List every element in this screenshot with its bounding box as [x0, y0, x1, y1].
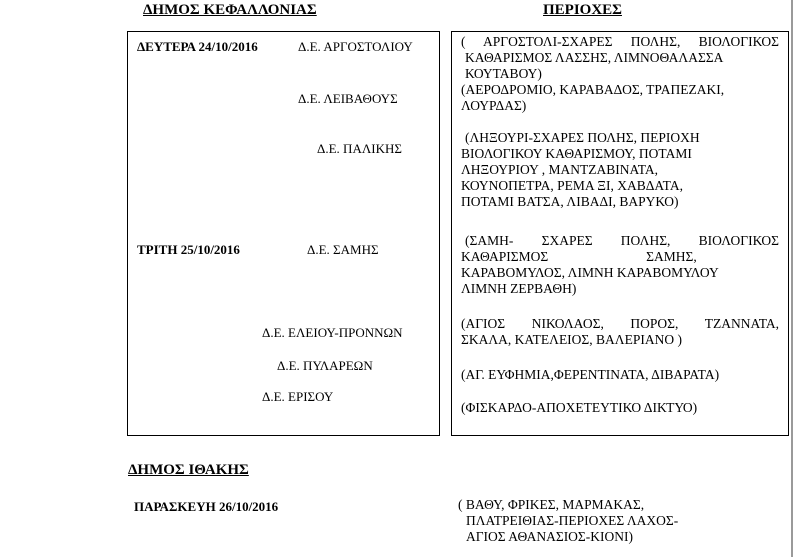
unit-leivathos: Δ.Ε. ΛΕΙΒΑΘΟΥΣ — [298, 91, 398, 106]
areas-sami-line: ΛΙΜΝΗ ΖΕΡΒΑΘΗ) — [461, 281, 577, 296]
areas-paliki — [461, 130, 779, 210]
areas-argostoli-line: ΚΑΘΑΡΙΣΜΟΣ ΛΑΣΣΗΣ, ΛΙΜΝΟΘΑΛΑΣΣΑ — [465, 50, 724, 65]
areas-leivathos — [461, 82, 779, 114]
unit-eleios-pronnoi: Δ.Ε. ΕΛΕΙΟΥ-ΠΡΟΝΝΩΝ — [262, 325, 403, 340]
areas-erisos: (ΦΙΣΚΑΡΔΟ-ΑΠΟΧΕΤΕΥΤΙΚΟ ΔΙΚΤΥΟ) — [461, 400, 698, 415]
areas-eleios-line: (ΑΓΙΟΣ ΝΙΚΟΛΑΟΣ, ΠΟΡΟΣ, ΤΖΑΝΝΑΤΑ, — [461, 316, 779, 331]
areas-argostoli-line: ΚΟΥΤΑΒΟΥ) — [465, 66, 542, 81]
areas-paliki-line: ΒΙΟΛΟΓΙΚΟΥ ΚΑΘΑΡΙΣΜΟΥ, ΠΟΤΑΜΙ — [461, 146, 692, 161]
areas-ithaca — [458, 497, 708, 545]
unit-erisos: Δ.Ε. ΕΡΙΣΟΥ — [262, 389, 334, 404]
areas-ithaca-line: ΑΓΙΟΣ ΑΘΑΝΑΣΙΟΣ-ΚΙΟΝΙ) — [466, 529, 634, 544]
day-tuesday: ΤΡΙΤΗ 25/10/2016 — [137, 242, 240, 257]
areas-eleios — [461, 316, 779, 348]
areas-pylaros: (ΑΓ. ΕΥΦΗΜΙΑ,ΦΕΡΕΝΤΙΝΑΤΑ, ΔΙΒΑΡΑΤΑ) — [461, 367, 720, 382]
kefalonia-heading: ΔΗΜΟΣ ΚΕΦΑΛΛΟΝΙΑΣ — [143, 2, 317, 18]
day-monday: ΔΕΥΤΕΡΑ 24/10/2016 — [137, 39, 258, 54]
areas-sami-line: (ΣΑΜΗ- ΣΧΑΡΕΣ ΠΟΛΗΣ, ΒΙΟΛΟΓΙΚΟΣ — [465, 233, 779, 248]
areas-sami-line: ΚΑΘΑΡΙΣΜΟΣ ΣΑΜΗΣ, — [461, 249, 697, 264]
areas-argostoli-line: ( ΑΡΓΟΣΤΟΛΙ-ΣΧΑΡΕΣ ΠΟΛΗΣ, ΒΙΟΛΟΓΙΚΟΣ — [461, 34, 779, 49]
areas-ithaca-line: ΠΛΑΤΡΕΙΘΙΑΣ-ΠΕΡΙΟΧΕΣ ΛΑΧΟΣ- — [466, 513, 679, 528]
areas-paliki-line: (ΛΗΞΟΥΡΙ-ΣΧΑΡΕΣ ΠΟΛΗΣ, ΠΕΡΙΟΧΗ — [465, 130, 700, 145]
areas-ithaca-line: ( ΒΑΘΥ, ΦΡΙΚΕΣ, ΜΑΡΜΑΚΑΣ, — [458, 497, 645, 512]
unit-sami: Δ.Ε. ΣΑΜΗΣ — [307, 242, 379, 257]
areas-eleios-line: ΣΚΑΛΑ, ΚΑΤΕΛΕΙΟΣ, ΒΑΛΕΡΙΑΝΟ ) — [461, 332, 682, 347]
unit-pylaros: Δ.Ε. ΠΥΛΑΡΕΩΝ — [277, 358, 373, 373]
day-friday: ΠΑΡΑΣΚΕΥΗ 26/10/2016 — [134, 499, 279, 514]
areas-leivathos-line: ΛΟΥΡΔΑΣ) — [461, 98, 527, 113]
areas-sami-line: ΚΑΡΑΒΟΜΥΛΟΣ, ΛΙΜΝΗ ΚΑΡΑΒΟΜΥΛΟΥ — [461, 265, 719, 280]
unit-argostoli: Δ.Ε. ΑΡΓΟΣΤΟΛΙΟΥ — [298, 39, 413, 54]
unit-paliki: Δ.Ε. ΠΑΛΙΚΗΣ — [317, 141, 402, 156]
ithaca-heading: ΔΗΜΟΣ ΙΘΑΚΗΣ — [128, 462, 249, 478]
areas-paliki-line: ΠΟΤΑΜΙ ΒΑΤΣΑ, ΛΙΒΑΔΙ, ΒΑΡΥΚΟ) — [461, 194, 679, 209]
areas-sami — [461, 233, 779, 297]
areas-heading: ΠΕΡΙΟΧΕΣ — [543, 2, 622, 18]
areas-argostoli — [461, 34, 779, 82]
areas-paliki-line: ΛΗΞΟΥΡΙΟΥ , ΜΑΝΤΖΑΒΙΝΑΤΑ, — [461, 162, 659, 177]
areas-leivathos-line: (ΑΕΡΟΔΡΟΜΙΟ, ΚΑΡΑΒΑΔΟΣ, ΤΡΑΠΕΖΑΚΙ, — [461, 82, 725, 97]
areas-paliki-line: ΚΟΥΝΟΠΕΤΡΑ, ΡΕΜΑ ΞΙ, ΧΑΒΔΑΤΑ, — [461, 178, 683, 193]
